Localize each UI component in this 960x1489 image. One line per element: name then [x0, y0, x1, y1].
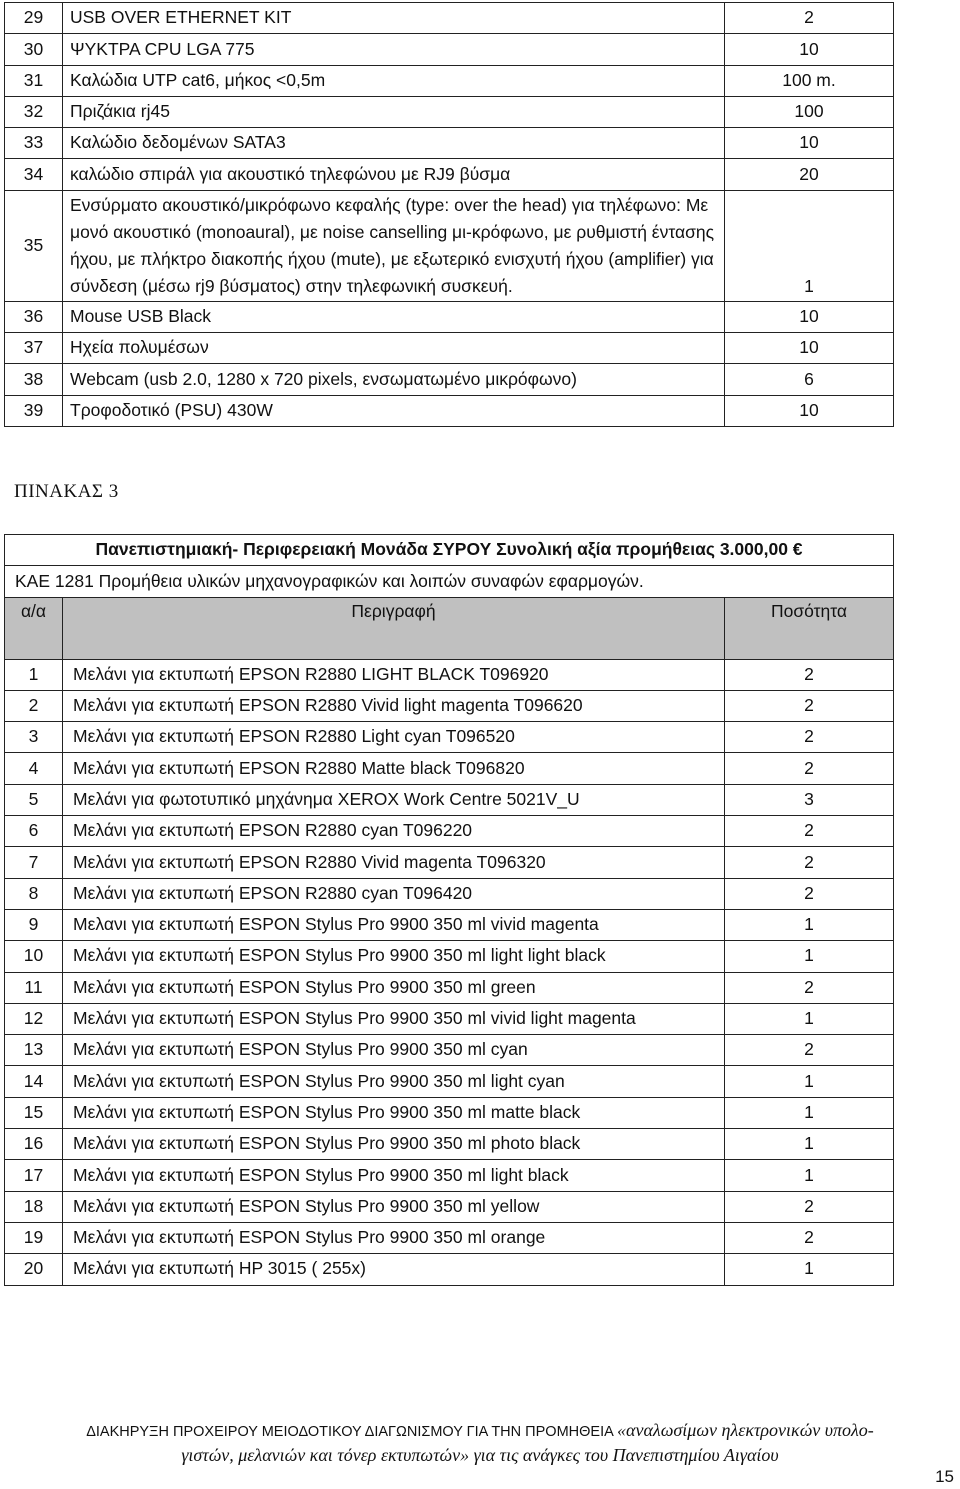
table-row: [5, 1129, 894, 1160]
row-description: καλώδιο σπιράλ για ακουστικό τηλεφώνου με RJ9 βύσμα: [63, 159, 725, 190]
row-number: 8: [5, 878, 63, 909]
table-row: [5, 972, 894, 1003]
row-quantity: 100 m.: [725, 65, 894, 96]
row-quantity: 2: [725, 3, 894, 34]
row-number: 29: [5, 3, 63, 34]
row-quantity: 1: [725, 1066, 894, 1097]
row-quantity: 2: [725, 722, 894, 753]
row-number: 15: [5, 1097, 63, 1128]
supply-summary: Πανεπιστημιακή- Περιφερειακή Μονάδα ΣΥΡΟΥ Συνολική αξία προμήθειας 3.000,00 €: [5, 535, 894, 566]
row-number: 32: [5, 96, 63, 127]
row-number: 10: [5, 941, 63, 972]
page-number: 15: [935, 1467, 954, 1486]
row-description: USB OVER ETHERNET KIT: [63, 3, 725, 34]
row-number: 6: [5, 816, 63, 847]
row-description: Τροφοδοτικό (PSU) 430W: [63, 395, 725, 426]
row-quantity: 20: [725, 159, 894, 190]
row-quantity: 1: [725, 1160, 894, 1191]
row-description: Μελάνι για εκτυπωτή ESPON Stylus Pro 9900 350 ml matte black: [63, 1097, 725, 1128]
row-description: Καλώδια UTP cat6, μήκος <0,5m: [63, 65, 725, 96]
row-quantity: 1: [725, 1097, 894, 1128]
table-row: [5, 364, 894, 395]
row-quantity: 3: [725, 784, 894, 815]
row-number: 5: [5, 784, 63, 815]
summary-row: [5, 535, 894, 566]
table-row: [5, 753, 894, 784]
row-number: 36: [5, 301, 63, 332]
row-number: 11: [5, 972, 63, 1003]
row-quantity: 10: [725, 301, 894, 332]
table-row: [5, 96, 894, 127]
table-row: [5, 1035, 894, 1066]
row-description: Μελανι για εκτυπωτή ESPON Stylus Pro 9900 350 ml vivid magenta: [63, 909, 725, 940]
row-description: Μελάνι για φωτοτυπικό μηχάνημα XEROX Work Centre 5021V_U: [63, 784, 725, 815]
kae-line: ΚΑΕ 1281 Προμήθεια υλικών μηχανογραφικών και λοιπών συναφών εφαρμογών.: [5, 566, 894, 597]
row-description: Μελάνι για εκτυπωτή ESPON Stylus Pro 9900 350 ml photo black: [63, 1129, 725, 1160]
row-description: Μελάνι για εκτυπωτή ESPON Stylus Pro 9900 350 ml yellow: [63, 1191, 725, 1222]
row-number: 30: [5, 34, 63, 65]
page-footer: [0, 1420, 960, 1466]
table-row: [5, 159, 894, 190]
row-description: Μελάνι για εκτυπωτή ESPON Stylus Pro 9900 350 ml orange: [63, 1222, 725, 1253]
row-number: 16: [5, 1129, 63, 1160]
table-row: [5, 190, 894, 301]
row-quantity: 1: [725, 909, 894, 940]
row-quantity: 2: [725, 847, 894, 878]
table-row: [5, 816, 894, 847]
items-table-upper: [4, 2, 894, 427]
row-quantity: 6: [725, 364, 894, 395]
row-number: 34: [5, 159, 63, 190]
row-description: Ενσύρματο ακουστικό/μικρόφωνο κεφαλής (type: over the head) για τηλέφωνο: Με μονό ακουστικό (monoaural), με noise canselling μι-κρόφωνο, με ρυθμιστή έντασης ήχου, με πλήκτρο διακοπής ήχου (mute), με εξωτερικό ενισχυτή ήχου (amplifier) για σύνδεση (μέσω rj9 βύσματος) στην τηλεφωνική συσκευή.: [63, 190, 725, 301]
table-row: [5, 878, 894, 909]
row-description: Μελάνι για εκτυπωτή ESPON Stylus Pro 9900 350 ml light cyan: [63, 1066, 725, 1097]
table-row: [5, 1254, 894, 1285]
row-quantity: 2: [725, 878, 894, 909]
table-row: [5, 722, 894, 753]
row-number: 17: [5, 1160, 63, 1191]
table-row: [5, 1003, 894, 1034]
row-description: Μελάνι για εκτυπωτή EPSON R2880 Matte black T096820: [63, 753, 725, 784]
table-row: [5, 1160, 894, 1191]
row-description: Μελάνι για εκτυπωτή EPSON R2880 Vivid magenta T096320: [63, 847, 725, 878]
row-number: 19: [5, 1222, 63, 1253]
row-quantity: 100: [725, 96, 894, 127]
row-description: Webcam (usb 2.0, 1280 x 720 pixels, ενσωματωμένο μικρόφωνο): [63, 364, 725, 395]
table-row: [5, 847, 894, 878]
table-row: [5, 659, 894, 690]
row-quantity: 1: [725, 1254, 894, 1285]
row-description: Μελάνι για εκτυπωτή EPSON R2880 LIGHT BLACK T096920: [63, 659, 725, 690]
row-quantity: 10: [725, 395, 894, 426]
row-description: Μελάνι για εκτυπωτή ESPON Stylus Pro 9900 350 ml green: [63, 972, 725, 1003]
row-description: Καλώδιο δεδομένων SATA3: [63, 128, 725, 159]
row-quantity: 1: [725, 190, 894, 301]
table-row: [5, 909, 894, 940]
row-number: 33: [5, 128, 63, 159]
row-number: 2: [5, 690, 63, 721]
row-quantity: 10: [725, 34, 894, 65]
header-desc: Περιγραφή: [63, 597, 725, 659]
header-num: α/α: [5, 597, 63, 659]
row-description: Μελάνι για εκτυπωτή ESPON Stylus Pro 9900 350 ml light black: [63, 1160, 725, 1191]
table-row: [5, 941, 894, 972]
row-description: Πριζάκια rj45: [63, 96, 725, 127]
row-number: 20: [5, 1254, 63, 1285]
row-number: 12: [5, 1003, 63, 1034]
items-table-lower: [4, 534, 894, 1286]
row-quantity: 2: [725, 753, 894, 784]
kae-row: [5, 566, 894, 597]
table-row: [5, 34, 894, 65]
table-row: [5, 301, 894, 332]
row-number: 13: [5, 1035, 63, 1066]
row-description: Μελάνι για εκτυπωτή HP 3015 ( 255x): [63, 1254, 725, 1285]
header-row: [5, 597, 894, 659]
footer-caps: ΔΙΑΚΗΡΥΞΗ ΠΡΟΧΕΙΡΟΥ ΜΕΙΟΔΟΤΙΚΟΥ ΔΙΑΓΩΝΙΣΜΟΥ ΓΙΑ ΤΗΝ ΠΡΟΜΗΘΕΙΑ: [86, 1424, 613, 1440]
table-row: [5, 1066, 894, 1097]
row-number: 31: [5, 65, 63, 96]
row-quantity: 1: [725, 1003, 894, 1034]
row-quantity: 2: [725, 659, 894, 690]
row-quantity: 10: [725, 333, 894, 364]
table-row: [5, 690, 894, 721]
row-description: Μελάνι για εκτυπωτή EPSON R2880 Vivid light magenta T096620: [63, 690, 725, 721]
table-row: [5, 65, 894, 96]
table-row: [5, 128, 894, 159]
row-number: 35: [5, 190, 63, 301]
row-description: Μελάνι για εκτυπωτή ESPON Stylus Pro 9900 350 ml cyan: [63, 1035, 725, 1066]
table-row: [5, 1222, 894, 1253]
table-row: [5, 395, 894, 426]
row-description: Mouse USB Black: [63, 301, 725, 332]
row-number: 37: [5, 333, 63, 364]
row-description: ΨΥΚΤΡΑ CPU LGA 775: [63, 34, 725, 65]
row-number: 18: [5, 1191, 63, 1222]
row-description: Μελάνι για εκτυπωτή EPSON R2880 Light cyan T096520: [63, 722, 725, 753]
table-row: [5, 333, 894, 364]
row-description: Μελάνι για εκτυπωτή ESPON Stylus Pro 9900 350 ml light light black: [63, 941, 725, 972]
row-number: 1: [5, 659, 63, 690]
row-description: Μελάνι για εκτυπωτή EPSON R2880 cyan T096220: [63, 816, 725, 847]
row-description: Μελάνι για εκτυπωτή ESPON Stylus Pro 9900 350 ml vivid light magenta: [63, 1003, 725, 1034]
table-row: [5, 1097, 894, 1128]
table-row: [5, 3, 894, 34]
row-description: Ηχεία πολυμέσων: [63, 333, 725, 364]
row-number: 39: [5, 395, 63, 426]
row-quantity: 10: [725, 128, 894, 159]
row-number: 7: [5, 847, 63, 878]
row-number: 4: [5, 753, 63, 784]
row-quantity: 2: [725, 816, 894, 847]
row-quantity: 1: [725, 941, 894, 972]
row-number: 14: [5, 1066, 63, 1097]
footer-italic: «αναλωσίμων ηλεκτρονικών υπολο-: [617, 1420, 874, 1440]
row-quantity: 2: [725, 1191, 894, 1222]
footer-line2: γιστών, μελανιών και τόνερ εκτυπωτών» για τις ανάγκες του Πανεπιστημίου Αιγαίου: [181, 1445, 779, 1465]
row-quantity: 1: [725, 1129, 894, 1160]
row-quantity: 2: [725, 690, 894, 721]
row-number: 3: [5, 722, 63, 753]
row-number: 9: [5, 909, 63, 940]
row-quantity: 2: [725, 1035, 894, 1066]
row-description: Μελάνι για εκτυπωτή EPSON R2880 cyan T096420: [63, 878, 725, 909]
row-quantity: 2: [725, 972, 894, 1003]
table-row: [5, 1191, 894, 1222]
row-number: 38: [5, 364, 63, 395]
row-quantity: 2: [725, 1222, 894, 1253]
table-row: [5, 784, 894, 815]
header-qty: Ποσότητα: [725, 597, 894, 659]
table-title: ΠΙΝΑΚΑΣ 3: [14, 481, 119, 502]
